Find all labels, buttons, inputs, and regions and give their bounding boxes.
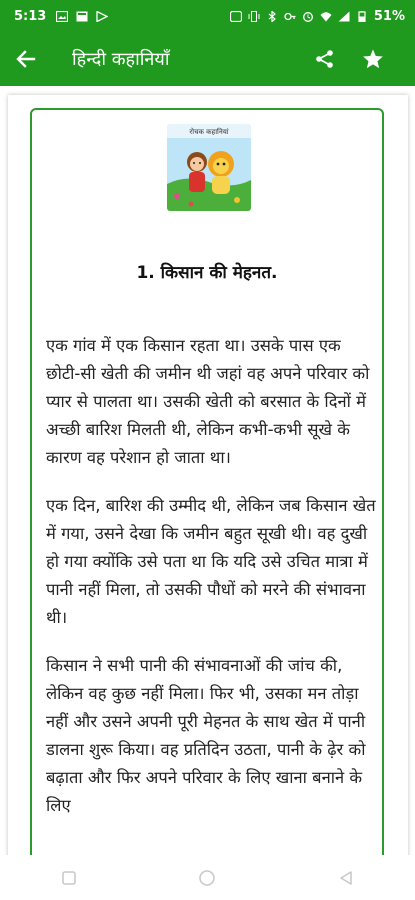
status-time: 5:13 [14, 8, 47, 24]
arrow-left-icon [16, 49, 36, 69]
wifi-icon [320, 11, 332, 22]
app-bar [0, 32, 415, 86]
triangle-back-icon [338, 870, 354, 886]
story-paragraph: एक गांव में एक किसान रहता था। उसके पास एक छोटी-सी खेती की जमीन थी जहां वह अपने परिवार को प्यार से पालता था। उसकी खेती को बरसात के दिनों में अच्छी बारिश मिलती थी, लेकिन कभी-कभी सूखे के कारण वह परेशान हो जाता था। [46, 336, 370, 467]
story-illustration [167, 124, 251, 211]
vibrate-icon [248, 11, 260, 22]
story-paragraph: किसान ने सभी पानी की संभावनाओं की जांच की, लेकिन वह कुछ नहीं मिला। फिर भी, उसका मन तोड़ा नहीं और उसने अपनी पूरी मेहनत के साथ खेत में पानी डालना शुरू किया। वह प्रतिदिन उठता, पानी के ढ़ेर को बढ़ाता और फिर अपने परिवार के लिए खाना बनाने के लिए [46, 656, 366, 815]
favorite-button[interactable] [349, 32, 397, 86]
play-store-icon [96, 11, 108, 22]
recents-button[interactable] [39, 870, 99, 886]
story-title: 1. किसान की मेहनत. [136, 263, 278, 283]
battery-percent: 51% [373, 8, 405, 24]
key-icon [284, 11, 296, 22]
thumbnail-caption: रोचक कहानियां [189, 128, 229, 136]
image-notification-icon [56, 11, 68, 22]
signal-icon [338, 11, 350, 22]
share-button[interactable] [301, 32, 349, 86]
alarm-icon [302, 11, 314, 22]
story-body [46, 332, 376, 840]
gallery-notification-icon [76, 11, 88, 22]
share-icon [315, 49, 335, 69]
back-nav-button[interactable] [316, 870, 376, 886]
notification-icons [56, 11, 108, 22]
system-icons [230, 9, 405, 24]
story-card [30, 108, 384, 888]
system-nav-bar [0, 855, 415, 900]
bluetooth-icon [266, 11, 278, 22]
home-icon [198, 869, 216, 887]
content-page [8, 95, 408, 865]
page-title: हिन्दी कहानियाँ [72, 49, 170, 70]
nfc-icon [230, 11, 242, 22]
recents-icon [61, 870, 77, 886]
story-thumbnail [167, 124, 251, 211]
home-button[interactable] [177, 869, 237, 887]
battery-icon [356, 11, 368, 22]
back-button[interactable] [2, 32, 50, 86]
status-bar [0, 0, 415, 32]
star-icon [362, 48, 384, 70]
story-paragraph: एक दिन, बारिश की उम्मीद थी, लेकिन जब किसान खेत में गया, उसने देखा कि जमीन बहुत सूखी थी। वह दुखी हो गया क्योंकि उसे पता था कि यदि उसे उचित मात्रा में पानी नहीं मिला, तो उसकी पौधों को मरने की संभावना थी। [46, 496, 376, 627]
